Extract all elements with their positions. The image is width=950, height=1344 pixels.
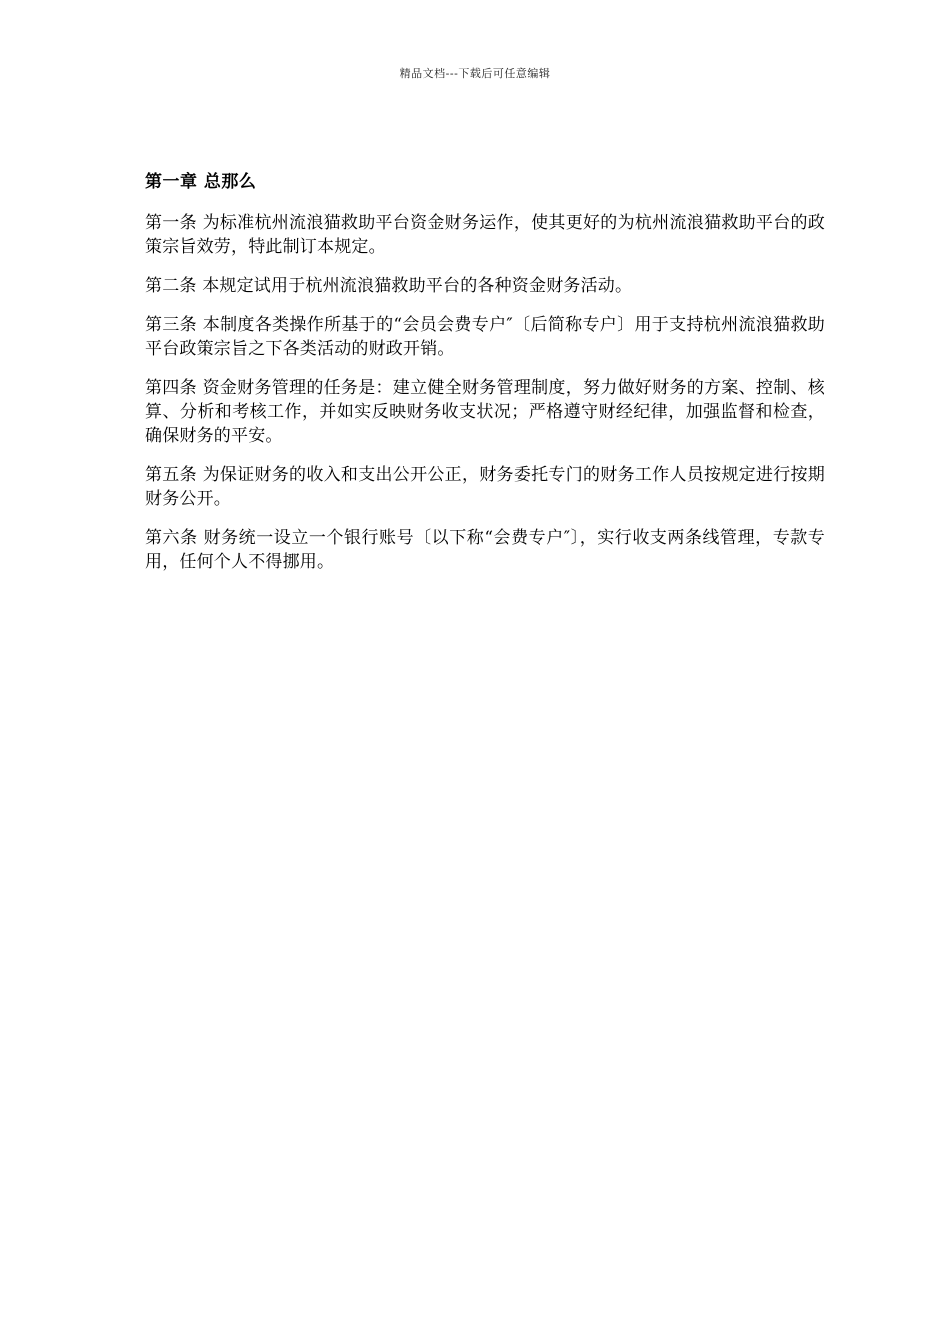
- article-6: 第六条 财务统一设立一个银行账号〔以下称“会费专户″〕，实行收支两条线管理，专款专用，任何个人不得挪用。: [145, 528, 825, 572]
- document-body: [145, 170, 825, 589]
- page-header: 精品文档---下载后可任意编辑: [399, 67, 551, 80]
- article-4: 第四条 资金财务管理的任务是：建立健全财务管理制度，努力做好财务的方案、控制、核算、分析和考核工作，并如实反映财务收支状况；严格遵守财经纪律，加强监督和检查，确保财务的平安。: [145, 378, 825, 446]
- article-5: 第五条 为保证财务的收入和支出公开公正，财务委托专门的财务工作人员按规定进行按期财务公开。: [145, 465, 825, 509]
- article-1: 第一条 为标准杭州流浪猫救助平台资金财务运作，使其更好的为杭州流浪猫救助平台的政策宗旨效劳，特此制订本规定。: [145, 213, 825, 257]
- chapter-title: 第一章 总那么: [145, 172, 257, 192]
- article-2: 第二条 本规定试用于杭州流浪猫救助平台的各种资金财务活动。: [145, 276, 633, 296]
- article-3: 第三条 本制度各类操作所基于的“会员会费专户″〔后简称专户〕用于支持杭州流浪猫救助平台政策宗旨之下各类活动的财政开销。: [145, 315, 825, 359]
